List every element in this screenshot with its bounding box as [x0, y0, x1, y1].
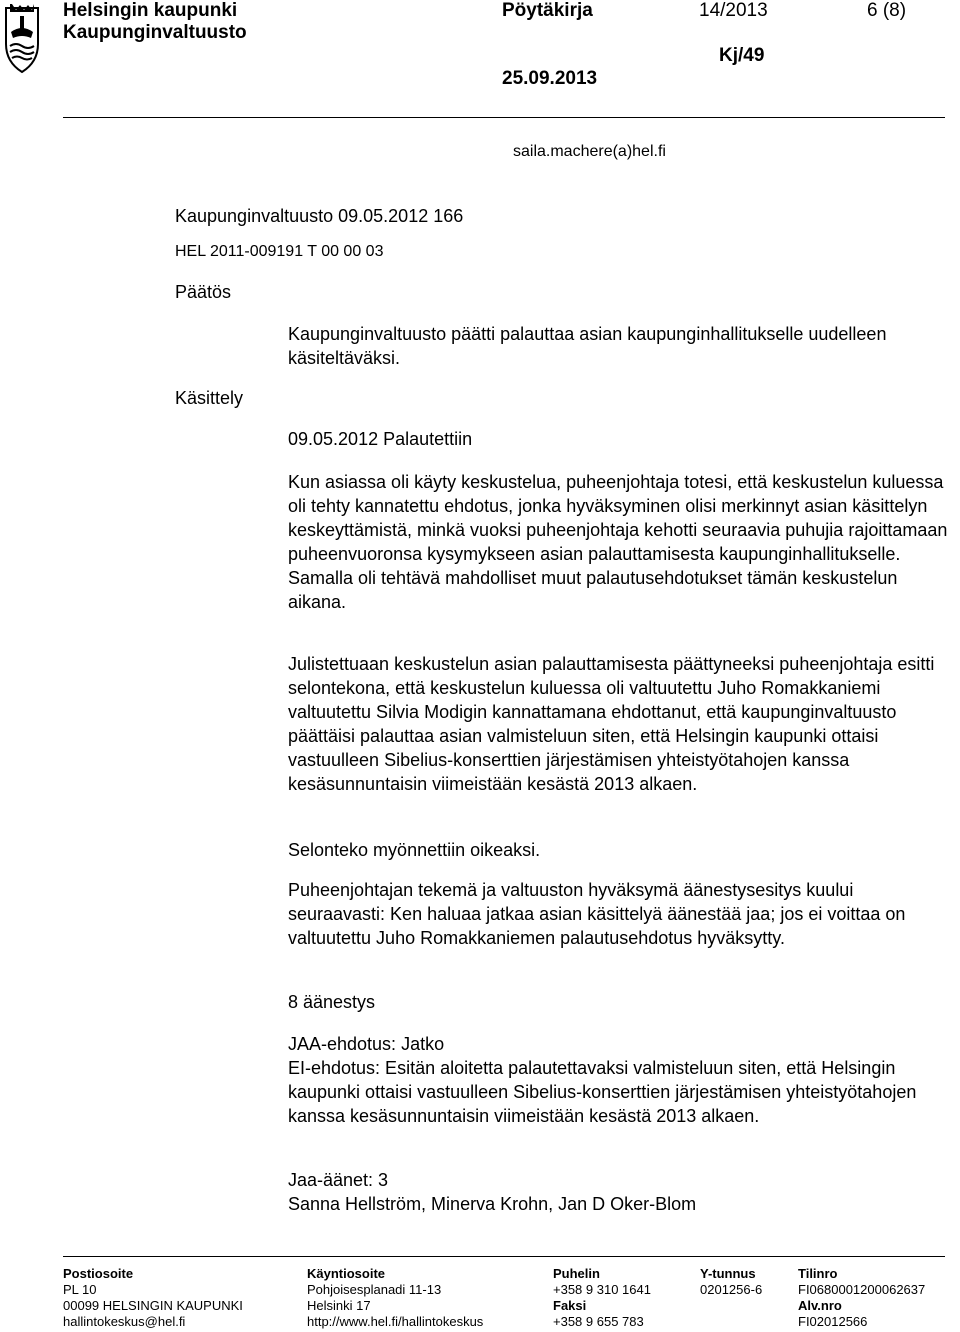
paragraph-statement-approved: Selonteko myönnettiin oikeaksi.: [288, 840, 541, 860]
label-processing: Käsittely: [175, 388, 244, 408]
label-decision: Päätös: [175, 282, 232, 302]
processing-date: 09.05.2012 Palautettiin: [288, 429, 473, 449]
footer-visit-street: Pohjoisesplanadi 11-13: [307, 1282, 442, 1297]
footer-account-title: Tilinro: [798, 1266, 838, 1281]
footer-postal-title: Postiosoite: [63, 1266, 134, 1281]
history-meeting: Kaupunginvaltuusto 09.05.2012 166: [175, 206, 464, 226]
footer-postal-box: PL 10: [63, 1282, 97, 1297]
footer-vat-number: FI02012566: [798, 1314, 868, 1329]
decision-text: Kaupunginvaltuusto päätti palauttaa asian kaupunginhallitukselle uudelleen käsiteltäväksi.: [288, 324, 887, 368]
header-date: 25.09.2013: [502, 68, 598, 89]
vote-number: 8 äänestys: [288, 992, 376, 1012]
footer-phone-number: +358 9 310 1641: [553, 1282, 651, 1297]
vote-jaa-count: Jaa-äänet: 3: [288, 1170, 389, 1190]
footer-business-id: 0201256-6: [700, 1282, 763, 1297]
footer-fax-number: +358 9 655 783: [553, 1314, 644, 1329]
footer-business-id-title: Y-tunnus: [700, 1266, 756, 1281]
footer-account-number: FI0680001200062637: [798, 1282, 926, 1297]
vote-jaa-names: Sanna Hellström, Minerva Krohn, Jan D Oker-Blom: [288, 1194, 697, 1214]
footer-website: http://www.hel.fi/hallintokeskus: [307, 1314, 484, 1329]
footer-phone-title: Puhelin: [553, 1266, 600, 1281]
header-body: Kaupunginvaltuusto: [63, 22, 247, 43]
footer-visit-title: Käyntiosoite: [307, 1266, 386, 1281]
helsinki-crest-logo: [2, 2, 42, 74]
footer-rule: [63, 1256, 945, 1257]
paragraph-discussion: Kun asiassa oli käyty keskustelua, puheenjohtaja totesi, että keskustelun kuluessa oli tehty kannatettu ehdotus, jonka hyväksyminen olisi merkinnyt asian käsittelyn keskeyttämistä, minkä vuoksi puheenjohtaja kehotti seuraavia puhujia rajoittamaan puheenvuoronsa kysymykseen asian palauttamisesta kaupunginhallitukselle. Samalla oli tehtävä mahdolliset muut palautusehdotukset tämän keskustelun aikana.: [288, 472, 948, 612]
header-case-ref: Kj/49: [719, 45, 765, 66]
history-diary-number: HEL 2011-009191 T 00 00 03: [175, 243, 384, 260]
header-page: 6 (8): [867, 0, 907, 21]
header-rule: [63, 117, 945, 118]
header-doctype: Pöytäkirja: [502, 0, 593, 21]
footer-postal-code: 00099 HELSINGIN KAUPUNKI: [63, 1298, 243, 1313]
footer-fax-title: Faksi: [553, 1298, 587, 1313]
top-email: saila.machere(a)hel.fi: [513, 143, 666, 160]
paragraph-vote-proposal: Puheenjohtajan tekemä ja valtuuston hyväksymä äänestysesitys kuului seuraavasti: Ken haluaa jatkaa asian käsittelyä äänestää jaa; jos ei voittaa on valtuutettu Juho Romakkaniemen palautusehdotus hyväksytty.: [288, 880, 906, 948]
footer-vat-title: Alv.nro: [798, 1298, 842, 1313]
vote-jaa-proposal: JAA-ehdotus: Jatko: [288, 1034, 445, 1054]
footer-visit-city: Helsinki 17: [307, 1298, 371, 1313]
paragraph-proposal: Julistettuaan keskustelun asian palauttamisesta päättyneeksi puheenjohtaja esitti selontekona, että keskustelun kuluessa oli valtuutettu Juho Romakkaniemi valtuutettu Silvia Modigin kannattamana ehdottanut, että kaupunginvaltuusto päättäisi palauttaa asian valmisteluun siten, että Helsingin kaupunki ottaisi vastuulleen Sibelius-konserttien järjestämisen yhteistyötahojen kanssa kesäsunnuntaisin viimeistään kesästä 2013 alkaen.: [288, 654, 935, 794]
footer-email: hallintokeskus@hel.fi: [63, 1314, 186, 1329]
header-number: 14/2013: [699, 0, 768, 21]
header-org: Helsingin kaupunki: [63, 0, 238, 21]
vote-ei-proposal: EI-ehdotus: Esitän aloitetta palautettavaksi valmisteluun siten, että Helsingin kaupunki ottaisi vastuulleen Sibelius-konserttien järjestämisen yhteistyötahojen kanssa kesäsunnuntaisin viimeistään kesästä 2013 alkaen.: [288, 1058, 917, 1126]
